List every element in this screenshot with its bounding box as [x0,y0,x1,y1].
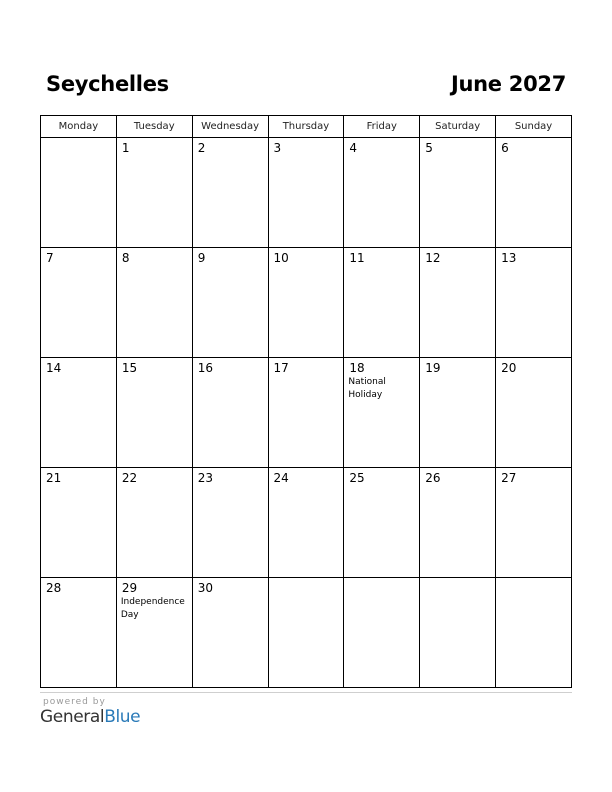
day-cell [496,248,572,358]
day-number: 6 [501,141,509,155]
day-cell [420,578,496,688]
week-row [41,138,572,248]
week-row [41,468,572,578]
day-number: 3 [273,141,282,155]
day-cell [268,248,344,358]
day-cell [344,248,420,358]
weekday-header: Thursday [268,116,344,138]
powered-by-text: powered by [43,697,106,707]
day-number: 9 [197,251,206,265]
day-number: 18 [349,361,365,375]
day-number: 13 [501,251,517,265]
day-number: 16 [197,361,213,375]
day-cell [344,358,420,468]
day-cell [344,578,420,688]
day-number: 2 [197,141,206,155]
brand-general-text: General [40,707,105,727]
day-number: 17 [273,361,289,375]
week-row [41,578,572,688]
week-row [41,358,572,468]
brand-blue-text: Blue [104,707,141,727]
day-cell [41,358,117,468]
holiday-label: National Holiday [348,377,386,400]
month-year-title: June 2027 [450,72,566,96]
day-cell [420,358,496,468]
day-cell [116,248,192,358]
day-number: 27 [501,471,517,485]
weekday-header-row [41,116,572,138]
day-number: 20 [501,361,517,375]
day-cell [344,138,420,248]
weekday-header: Saturday [420,116,496,138]
day-number: 25 [349,471,365,485]
day-number: 24 [273,471,289,485]
day-cell [344,468,420,578]
weekday-header: Sunday [496,116,572,138]
day-number: 28 [46,581,62,595]
day-cell [41,248,117,358]
day-cell [116,138,192,248]
footer-divider [40,692,572,693]
day-cell [116,358,192,468]
day-number: 1 [121,141,130,155]
day-number: 23 [197,471,213,485]
country-title: Seychelles [46,72,169,96]
day-number: 8 [121,251,130,265]
holiday-label: Independence Day [120,597,185,620]
weekday-header: Monday [41,116,117,138]
day-cell [268,578,344,688]
calendar-grid [40,115,572,688]
day-number: 29 [121,581,138,595]
day-number: 22 [121,471,138,485]
day-number: 26 [425,471,441,485]
day-cell [192,578,268,688]
day-number: 14 [46,361,62,375]
week-row [41,248,572,358]
day-number: 21 [46,471,62,485]
day-number: 12 [425,251,441,265]
day-cell [192,358,268,468]
day-cell [41,468,117,578]
day-cell [496,468,572,578]
day-number: 11 [349,251,365,265]
day-cell [496,358,572,468]
day-cell [268,358,344,468]
day-cell [116,468,192,578]
day-number: 30 [197,581,213,595]
day-cell [192,468,268,578]
weekday-header: Tuesday [116,116,192,138]
day-cell [116,578,192,688]
day-cell [420,248,496,358]
day-cell [192,138,268,248]
day-cell [41,138,117,248]
day-number: 15 [121,361,138,375]
weekday-header: Wednesday [192,116,268,138]
day-number: 5 [425,141,433,155]
day-cell [420,468,496,578]
day-number: 4 [349,141,358,155]
day-cell [41,578,117,688]
day-number: 19 [425,361,441,375]
day-cell [496,578,572,688]
generalblue-logo[interactable] [40,707,140,727]
day-cell [268,138,344,248]
day-cell [420,138,496,248]
weekday-header: Friday [344,116,420,138]
day-cell [496,138,572,248]
day-cell [268,468,344,578]
day-number: 7 [46,251,54,265]
day-number: 10 [273,251,289,265]
day-cell [192,248,268,358]
